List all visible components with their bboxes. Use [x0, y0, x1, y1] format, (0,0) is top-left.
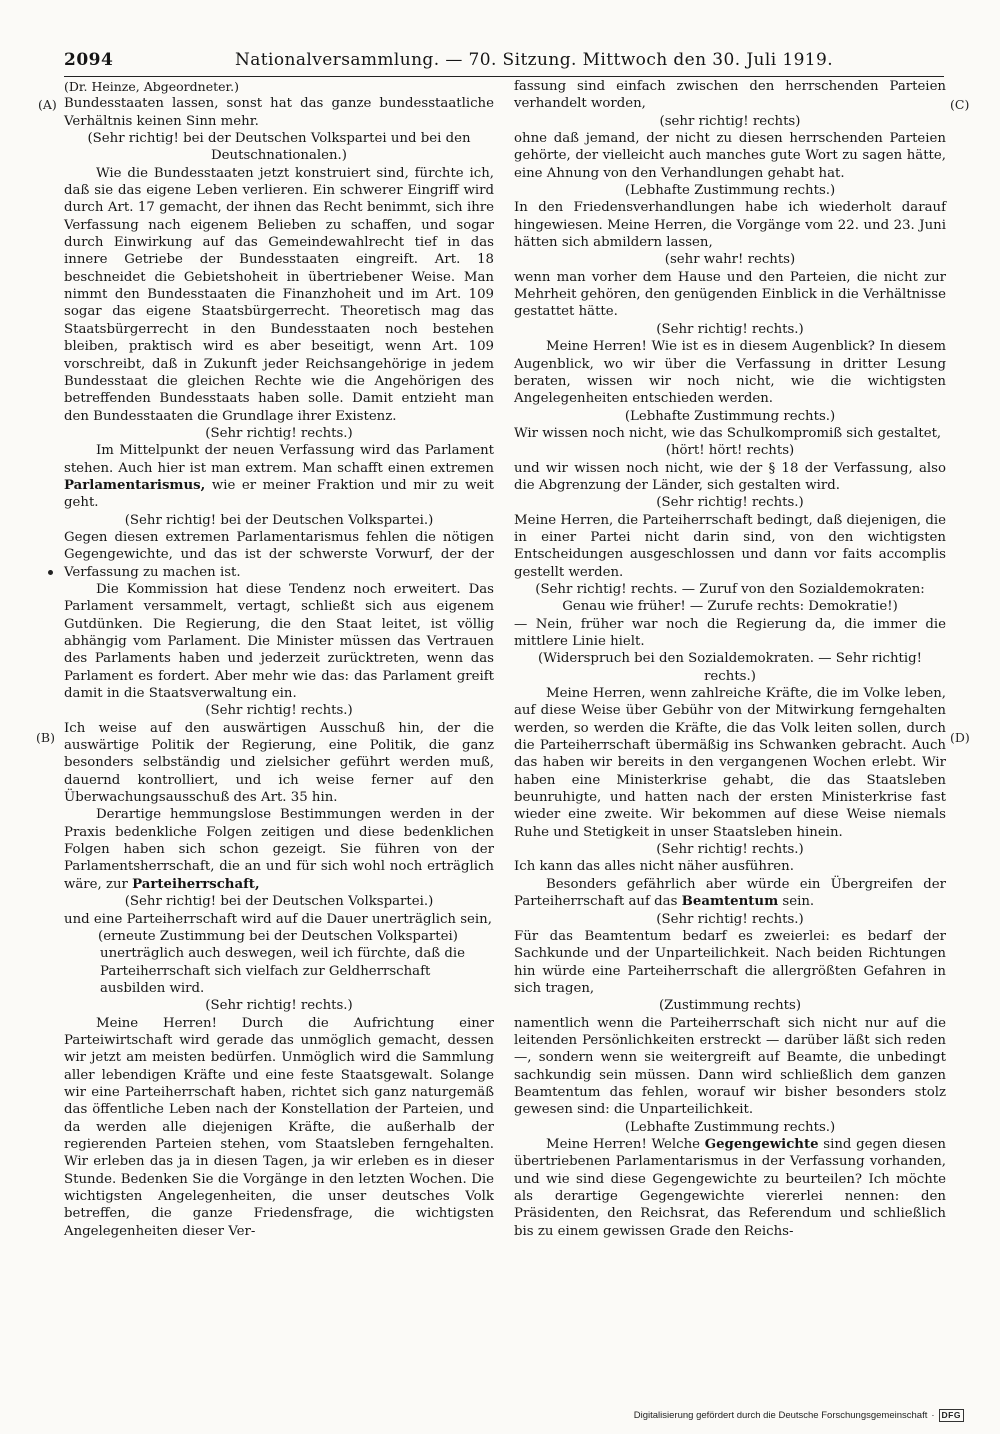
interjection-text: (sehr richtig! rechts) — [659, 113, 801, 129]
paragraph-continuation — [514, 1015, 946, 1119]
paragraph-tail: wie er meiner Fraktion und mir zu weit geht. — [64, 477, 494, 511]
paragraph-text: Wie die Bundesstaaten jetzt konstruiert sind, fürchte ich, daß sie das eigene Leben verlieren. Ein schwerer Eingriff wird durch Art. 17 gemacht, der ihnen das Recht benimmt, sich ihre Verfassung nach eigenem Belieben zu schaffen, und sogar durch Einwirkung auf das Gemeindewahlrecht tief in das innere Getriebe der Bundesstaaten eingreift. Art. 18 beschneidet die Gebietshoheit in übertriebener Weise. Man nimmt den Bundesstaaten die Finanzhoheit und im Art. 109 sogar das eigene Staatsbürgerrecht. Theoretisch mag das Staatsbürgerrecht in den Bundesstaaten noch bestehen bleiben, praktisch wird es aber beseitigt, wenn Art. 109 vorschreibt, daß in Zukunft jeder Reichsangehörige in jedem Bundesstaat die gleichen Rechte wie die Angehörigen des betreffenden Bundesstaats haben solle. Damit entzieht man den Bundesstaaten die Grundlage ihrer Existenz. — [64, 165, 494, 424]
paragraph-tail: sind gegen diesen übertriebenen Parlamentarismus in der Verfassung vorhanden, und wie sind diese Gegengewichte zu beurteilen? Ich möchte als derartige Gegengewichte viererlei nennen: den Präsidenten, den Reichsrat, das Referendum und schließlich bis zu einem gewissen Grade den Reichs- — [514, 1136, 946, 1239]
paragraph-text: Besonders gefährlich aber würde ein Übergreifen der Parteiherrschaft auf das — [514, 876, 946, 910]
footer-credit: Digitalisierung gefördert durch die Deutsche Forschungsgemeinschaft · DFG — [634, 1409, 964, 1422]
interjection — [520, 442, 940, 459]
interjection-text: (sehr wahr! rechts) — [664, 252, 796, 268]
page-number: 2094 — [64, 50, 114, 70]
interjection — [70, 130, 488, 165]
paragraph-continuation — [64, 720, 494, 807]
paragraph-continuation — [64, 529, 494, 581]
interjection — [520, 841, 940, 858]
paragraph-continuation-text: Für das Beamtentum bedarf es zweierlei: es bedarf der Sachkunde und der Unparteilichkeit. Nach beiden Richtungen hin würde eine Parteiherrschaft die allergrößten Gefahren in sich tragen, — [514, 928, 946, 996]
paragraph-continuation — [514, 928, 946, 997]
paragraph-continuation-text: fassung sind einfach zwischen den herrschenden Parteien verhandelt worden, — [514, 79, 946, 112]
paragraph-continuation — [514, 858, 946, 875]
paragraph — [64, 442, 494, 511]
interjection — [520, 911, 940, 928]
paragraph-continuation-text: ohne daß jemand, der nicht zu diesen herrschenden Parteien gehörte, der vielleicht auch manches gute Wort zu sagen hätte, eine Ahnung von den Verhandlungen gehabt hat. — [514, 131, 946, 181]
paragraph-continuation-text: — Nein, früher war noch die Regierung da, die immer die mittlere Linie hielt. — [514, 616, 946, 649]
paragraph-continuation — [514, 460, 946, 495]
paragraph-continuation-text: und wir wissen noch nicht, wie der § 18 der Verfassung, also die Abgrenzung der Länder, sich gestalten wird. — [514, 460, 946, 493]
interjection — [70, 997, 488, 1014]
paragraph-text: Meine Herren, wenn zahlreiche Kräfte, die im Volke leben, auf diese Weise über Gebühr von der Mitwirkung ferngehalten werden, so werden die Kräfte, die das Volk leiten sollen, durch die Parteiherrschaft übermäßig ins Schwanken gebracht. Auch das haben wir bereits in den vergangenen Wochen erlebt. Wir haben eine Ministerkrise gehabt, die das Staatsleben beunruhigte, und hatten nach der ersten Ministerkrise fast wieder eine zweite. Wir bekommen auf diese Weise niemals Ruhe und Stetigkeit in unser Staatsleben hinein. — [514, 686, 946, 840]
paragraph-continuation — [64, 95, 494, 130]
interjection — [520, 997, 940, 1014]
interjection-text: (Zustimmung rechts) — [658, 998, 802, 1014]
paragraph-continuation — [514, 199, 946, 251]
interjection — [70, 512, 488, 529]
paragraph — [514, 876, 946, 911]
paragraph — [64, 806, 494, 893]
interjection-text: (Sehr richtig! rechts.) — [656, 911, 804, 927]
interjection-text: (Sehr richtig! bei der Deutschen Volkspartei.) — [124, 512, 434, 528]
interjection-text: (Lebhafte Zustimmung rechts.) — [624, 1119, 836, 1135]
paragraph — [514, 685, 946, 841]
interjection — [520, 408, 940, 425]
paragraph-continuation — [514, 130, 946, 182]
left-column — [64, 78, 494, 1240]
interjection — [520, 182, 940, 199]
paragraph-text: Meine Herren! Durch die Aufrichtung einer Parteiwirtschaft wird gerade das unmöglich gemacht, dessen wir jetzt am meisten bedürfen. Unmöglich wird die Sammlung aller lebendigen Kräfte und eine feste Staatsgewalt. Solange wir eine Parteiherrschaft haben, richtet sich ganz naturgemäß das öffentliche Leben nach der Konstellation der Parteien, und da werden alle diejenigen Kräfte, die außerhalb der regierenden Parteien stehen, vom Staatsleben ferngehalten. Wir erleben das ja in diesen Tagen, ja wir erleben es in dieser Stunde. Bedenken Sie die Vorgänge in den letzten Wochen. Die wichtigsten Angelegenheiten, die unser deutsches Volk betreffen, die ganze Friedensfrage, die wichtigsten Angelegenheiten dieser Ver- — [64, 1015, 494, 1239]
interjection-text: (erneute Zustimmung bei der Deutschen Volkspartei) unerträglich auch deswegen, weil ich fürchte, daß die Parteiherrschaft sich vielfach zur Geldherrschaft ausbilden wird. — [98, 928, 465, 996]
paragraph — [64, 581, 494, 702]
margin-marker-d: (D) — [950, 730, 970, 745]
paragraph-continuation-text: Meine Herren, die Parteiherrschaft bedingt, daß diejenigen, die in einer Partei nicht darin sind, von den wichtigsten Entscheidungen ausgeschlossen und dann vor faits accomplis gestellt werden. — [514, 512, 946, 580]
speaker-note-text: (Dr. Heinze, Abgeordneter.) — [64, 79, 239, 94]
paragraph-continuation-text: Bundesstaaten lassen, sonst hat das ganze bundesstaatliche Verhältnis keinen Sinn mehr. — [64, 96, 494, 129]
paragraph-continuation — [64, 911, 494, 928]
interjection — [70, 425, 488, 442]
paragraph — [64, 165, 494, 425]
interjection — [520, 581, 940, 616]
paragraph-text: Derartige hemmungslose Bestimmungen werden in der Praxis bedenkliche Folgen zeitigen und diese bedenklichen Folgen haben sich schon gezeigt. Sie führen von der Parlamentsherrschaft, die an und für sich wohl noch erträglich wäre, zur — [64, 807, 494, 892]
margin-marker-b: (B) — [36, 730, 55, 745]
paragraph-continuation-text: und eine Parteiherrschaft wird auf die Dauer unerträglich sein, — [64, 911, 492, 927]
paragraph — [514, 1136, 946, 1240]
interjection-text: (Widerspruch bei den Sozialdemokraten. — Sehr richtig! rechts.) — [538, 651, 922, 684]
paragraph-continuation-text: Gegen diesen extremen Parlamentarismus fehlen die nötigen Gegengewichte, und das ist der schwerste Vorwurf, der der Verfassung zu machen ist. — [64, 529, 494, 580]
paragraph-continuation — [514, 425, 946, 442]
interjection-text: (Sehr richtig! bei der Deutschen Volkspartei.) — [124, 894, 434, 910]
interjection-text: (Sehr richtig! rechts.) — [205, 998, 353, 1014]
paragraph-text: Die Kommission hat diese Tendenz noch erweitert. Das Parlament versammelt, vertagt, schließt sich aus eigenem Gutdünken. Die Regierung, die den Staat leitet, ist völlig abhängig vom Parlament. Die Minister müssen das Vertrauen des Parlaments haben und jederzeit zurücktreten, wenn das Parlament es fordert. Aber mehr wie das: das Parlament greift damit in die Staatsverwaltung ein. — [64, 581, 494, 702]
speaker-note — [64, 78, 494, 95]
interjection — [64, 928, 494, 997]
paragraph-continuation-text: Wir wissen noch nicht, wie das Schulkompromiß sich gestaltet, — [514, 425, 942, 441]
paragraph — [64, 1015, 494, 1240]
interjection — [70, 702, 488, 719]
margin-marker-a: (A) — [38, 97, 57, 112]
interjection-text: (Sehr richtig! rechts. — Zuruf von den Sozialdemokraten: Genau wie früher! — Zurufe rechts: Demokratie!) — [535, 581, 925, 615]
interjection — [520, 113, 940, 130]
interjection-text: (Sehr richtig! rechts.) — [205, 703, 353, 719]
emphasized-term: Parlamentarismus, — [64, 477, 206, 493]
paragraph-text: Im Mittelpunkt der neuen Verfassung wird das Parlament stehen. Auch hier ist man extrem. Man schafft einen extremen — [64, 443, 494, 476]
footer-text: Digitalisierung gefördert durch die Deutsche Forschungsgemeinschaft — [633, 1410, 928, 1421]
paragraph-continuation-text: In den Friedensverhandlungen habe ich wiederholt darauf hingewiesen. Meine Herren, die Vorgänge vom 22. und 23. Juni hätten sich abmildern lassen, — [514, 200, 946, 251]
paragraph-text: Meine Herren! Welche — [546, 1136, 701, 1152]
emphasized-term: Gegengewichte — [704, 1136, 819, 1152]
paragraph — [514, 338, 946, 407]
interjection-text: (Sehr richtig! rechts.) — [656, 842, 804, 858]
paragraph-continuation — [514, 616, 946, 651]
interjection — [70, 893, 488, 910]
right-column — [514, 78, 946, 1240]
running-title: Nationalversammlung. — 70. Sitzung. Mittwoch den 30. Juli 1919. — [234, 50, 834, 70]
paragraph-text: Meine Herren! Wie ist es in diesem Augenblick? In diesem Augenblick, wo wir über die Verfassung in dritter Lesung beraten, wissen wir noch nicht, wie die wichtigsten Angelegenheiten entschieden werden. — [514, 339, 946, 407]
paragraph-continuation — [514, 512, 946, 581]
dfg-logo: DFG — [939, 1409, 964, 1422]
paragraph-tail: sein. — [782, 894, 815, 910]
interjection — [520, 494, 940, 511]
interjection-text: (Sehr richtig! rechts.) — [656, 321, 804, 337]
interjection-text: (Lebhafte Zustimmung rechts.) — [624, 183, 836, 199]
paragraph-continuation — [514, 78, 946, 113]
interjection-text: (Lebhafte Zustimmung rechts.) — [624, 408, 836, 424]
interjection — [520, 251, 940, 268]
interjection — [520, 650, 940, 685]
margin-dot — [48, 570, 53, 575]
interjection-text: (Sehr richtig! bei der Deutschen Volkspartei und bei den Deutschnationalen.) — [87, 131, 471, 164]
emphasized-term: Parteiherrschaft, — [132, 876, 260, 892]
paragraph-continuation-text: Ich kann das alles nicht näher ausführen. — [514, 859, 794, 875]
page-header — [64, 50, 944, 77]
interjection-text: (hört! hört! rechts) — [665, 443, 795, 459]
interjection-text: (Sehr richtig! rechts.) — [656, 495, 804, 511]
paragraph-continuation-text: wenn man vorher dem Hause und den Parteien, die nicht zur Mehrheit gehören, den genügenden Einblick in die Verhältnisse gestattet hätte. — [514, 269, 946, 320]
paragraph-continuation — [514, 269, 946, 321]
margin-marker-c: (C) — [950, 97, 970, 112]
interjection — [520, 1119, 940, 1136]
interjection — [520, 321, 940, 338]
paragraph-continuation-text: namentlich wenn die Parteiherrschaft sich nicht nur auf die leitenden Persönlichkeiten erstreckt — darüber läßt sich reden —, sondern wenn sie weitergreift auf Beamte, die unbedingt sachkundig sein müssen. Dann wird schließlich dem ganzen Beamtentum das fehlen, worauf wir bisher besonders stolz gewesen sind: die Unparteilichkeit. — [514, 1015, 946, 1118]
emphasized-term: Beamtentum — [681, 894, 779, 910]
interjection-text: (Sehr richtig! rechts.) — [205, 425, 353, 441]
paragraph-continuation-text: Ich weise auf den auswärtigen Ausschuß hin, der die auswärtige Politik der Regierung, eine Politik, die ganz besonders selbständig und zielsicher geführt werden muß, dauernd kontrolliert, und ich weise ferner auf den Überwachungsausschuß des Art. 35 hin. — [64, 720, 494, 806]
